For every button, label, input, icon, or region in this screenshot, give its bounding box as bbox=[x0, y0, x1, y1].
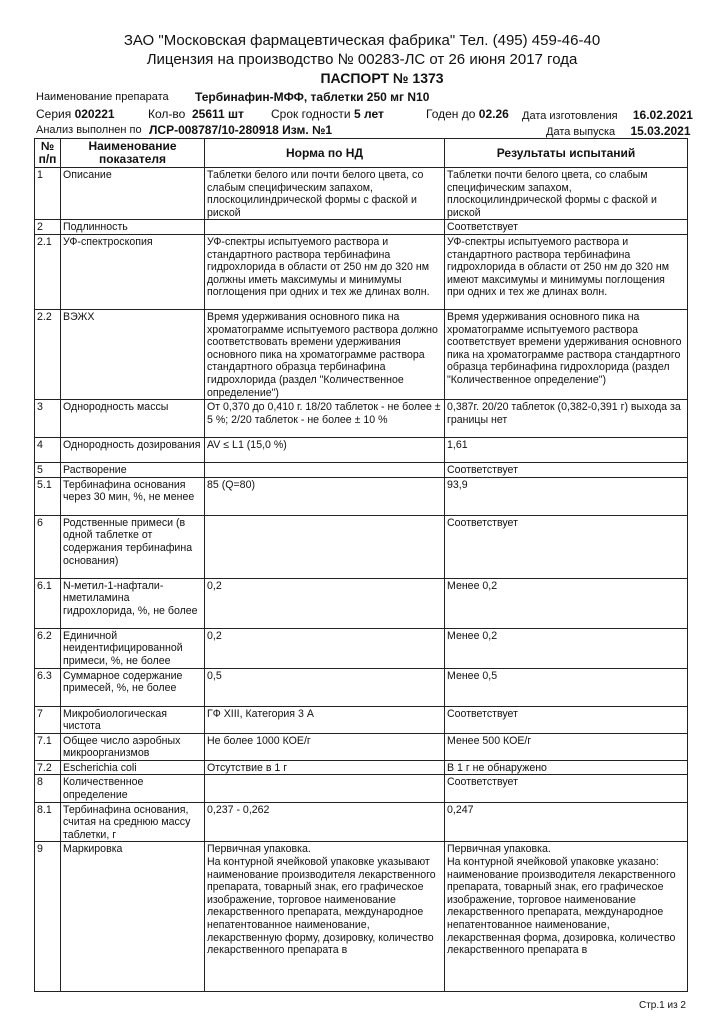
row-name: Единичной неидентифицированной примеси, %, не более bbox=[61, 628, 205, 668]
row-name: N-метил-1-нафтали-нметиламина гидрохлорида, %, не более bbox=[61, 578, 205, 628]
row-number: 6 bbox=[35, 515, 61, 578]
drug-label: Наименование препарата bbox=[36, 91, 169, 103]
table-row bbox=[35, 760, 688, 775]
row-result: Соответствует bbox=[445, 775, 688, 802]
row-name: Описание bbox=[61, 168, 205, 220]
row-number: 7.1 bbox=[35, 733, 61, 760]
row-result: Соответствует bbox=[445, 220, 688, 235]
col-header-name: Наименование показателя bbox=[61, 139, 205, 168]
row-number: 1 bbox=[35, 168, 61, 220]
row-name: ВЭЖХ bbox=[61, 309, 205, 399]
row-name: Растворение bbox=[61, 463, 205, 478]
table-row bbox=[35, 400, 688, 438]
table-row bbox=[35, 220, 688, 235]
row-result: Менее 0,2 bbox=[445, 628, 688, 668]
row-number: 2.2 bbox=[35, 309, 61, 399]
row-norm: ГФ XIII, Категория 3 А bbox=[205, 706, 445, 733]
table-row bbox=[35, 775, 688, 802]
row-norm: 0,2 bbox=[205, 628, 445, 668]
row-norm: 85 (Q=80) bbox=[205, 477, 445, 515]
col-header-result: Результаты испытаний bbox=[445, 139, 688, 168]
table-row bbox=[35, 463, 688, 478]
row-number: 6.3 bbox=[35, 668, 61, 706]
manufacture-date: Дата изготовления 16.02.2021 bbox=[522, 108, 693, 122]
row-norm: 0,237 - 0,262 bbox=[205, 802, 445, 842]
row-norm: 0,2 bbox=[205, 578, 445, 628]
row-number: 5.1 bbox=[35, 477, 61, 515]
table-row bbox=[35, 668, 688, 706]
quantity: Кол-во 25611 шт bbox=[148, 107, 244, 121]
row-number: 7.2 bbox=[35, 760, 61, 775]
row-number: 7 bbox=[35, 706, 61, 733]
table-row bbox=[35, 842, 688, 992]
row-result: 1,61 bbox=[445, 438, 688, 463]
table-row bbox=[35, 438, 688, 463]
table-row bbox=[35, 234, 688, 309]
table-row bbox=[35, 802, 688, 842]
row-result: Таблетки почти белого цвета, со слабым специфическим запахом, плоскоцилиндрической формы с фаской и риской bbox=[445, 168, 688, 220]
row-result: Соответствует bbox=[445, 706, 688, 733]
row-name: Маркировка bbox=[61, 842, 205, 992]
table-row bbox=[35, 168, 688, 220]
row-result: Менее 0,2 bbox=[445, 578, 688, 628]
row-norm bbox=[205, 220, 445, 235]
row-number: 6.2 bbox=[35, 628, 61, 668]
row-norm: 0,5 bbox=[205, 668, 445, 706]
row-norm: УФ-спектры испытуемого раствора и стандартного раствора тербинафина гидрохлорида в области от 250 нм до 320 нм должны иметь максимумы и минимумы поглощения при одних и тех же длинах волн. bbox=[205, 234, 445, 309]
drug-value: Тербинафин-МФФ, таблетки 250 мг N10 bbox=[195, 90, 430, 104]
row-number: 2.1 bbox=[35, 234, 61, 309]
row-number: 5 bbox=[35, 463, 61, 478]
row-number: 8 bbox=[35, 775, 61, 802]
page-number: Стр.1 из 2 bbox=[639, 1000, 686, 1011]
row-result: Соответствует bbox=[445, 463, 688, 478]
company-header: ЗАО "Московская фармацевтическая фабрика" Тел. (495) 459-46-40 bbox=[123, 32, 601, 49]
row-result: Время удерживания основного пика на хроматограмме испытуемого раствора соответствует времени удерживания основного пика на хроматограмме раствора стандартного образца тербинафина гидрохлорида (раздел "Количественное определение") bbox=[445, 309, 688, 399]
row-norm bbox=[205, 515, 445, 578]
row-result: 0,387г. 20/20 таблеток (0,382-0,391 г) выхода за границы нет bbox=[445, 400, 688, 438]
row-name: Родственные примеси (в одной таблетке от содержания тербинафина основания) bbox=[61, 515, 205, 578]
row-name: Тербинафина основания через 30 мин, %, не менее bbox=[61, 477, 205, 515]
col-header-norm: Норма по НД bbox=[205, 139, 445, 168]
series: Серия 020221 bbox=[36, 107, 115, 121]
row-result: 0,247 bbox=[445, 802, 688, 842]
row-name: Подлинность bbox=[61, 220, 205, 235]
analysis-label: Анализ выполнен по bbox=[36, 124, 142, 136]
table-row bbox=[35, 706, 688, 733]
row-norm bbox=[205, 775, 445, 802]
table-row bbox=[35, 309, 688, 399]
analysis-value: ЛСР-008787/10-280918 Изм. №1 bbox=[149, 123, 333, 137]
row-result: Соответствует bbox=[445, 515, 688, 578]
license-line: Лицензия на производство № 00283-ЛС от 26 июня 2017 года bbox=[146, 51, 578, 68]
row-name: Однородность дозирования bbox=[61, 438, 205, 463]
row-result: 93,9 bbox=[445, 477, 688, 515]
col-header-number: № п/п bbox=[35, 139, 61, 168]
row-result: Первичная упаковка. На контурной ячейковой упаковке указано: наименование производителя лекарственного препарата, товарный знак, его графическое изображение, торговое наименование лекарственного препарата, международное непатентованное наименование, лекарственная форма, дозировка, количество лекарственного препарата в bbox=[445, 842, 688, 992]
table-row bbox=[35, 628, 688, 668]
table-row bbox=[35, 515, 688, 578]
row-norm: AV ≤ L1 (15,0 %) bbox=[205, 438, 445, 463]
release-date: Дата выпуска 15.03.2021 bbox=[546, 124, 691, 138]
row-norm: Отсутствие в 1 г bbox=[205, 760, 445, 775]
row-name: Количественное определение bbox=[61, 775, 205, 802]
row-number: 9 bbox=[35, 842, 61, 992]
row-number: 2 bbox=[35, 220, 61, 235]
table-row bbox=[35, 477, 688, 515]
row-name: Однородность массы bbox=[61, 400, 205, 438]
row-name: Тербинафина основания, считая на среднюю массу таблетки, г bbox=[61, 802, 205, 842]
passport-title: ПАСПОРТ № 1373 bbox=[320, 70, 444, 86]
row-name: Escherichia coli bbox=[61, 760, 205, 775]
table-row bbox=[35, 733, 688, 760]
row-number: 4 bbox=[35, 438, 61, 463]
row-name: УФ-спектроскопия bbox=[61, 234, 205, 309]
row-norm: От 0,370 до 0,410 г. 18/20 таблеток - не более ± 5 %; 2/20 таблеток - не более ± 10 % bbox=[205, 400, 445, 438]
row-number: 6.1 bbox=[35, 578, 61, 628]
row-name: Суммарное содержание примесей, %, не более bbox=[61, 668, 205, 706]
table-row bbox=[35, 578, 688, 628]
row-result: УФ-спектры испытуемого раствора и стандартного раствора тербинафина гидрохлорида в области от 250 нм до 320 нм имеют максимумы и минимумы поглощения при одних и тех же длинах волн. bbox=[445, 234, 688, 309]
results-table bbox=[34, 138, 688, 992]
row-norm: Время удерживания основного пика на хроматограмме испытуемого раствора должно соответствовать времени удерживания основного пика на хроматограмме раствора стандартного образца тербинафина гидрохлорида (раздел "Количественное определение") bbox=[205, 309, 445, 399]
row-norm: Не более 1000 КОЕ/г bbox=[205, 733, 445, 760]
shelf-life: Срок годности 5 лет bbox=[271, 107, 384, 121]
row-result: В 1 г не обнаружено bbox=[445, 760, 688, 775]
row-name: Микробиологическая чистота bbox=[61, 706, 205, 733]
row-result: Менее 0,5 bbox=[445, 668, 688, 706]
row-name: Общее число аэробных микроорганизмов bbox=[61, 733, 205, 760]
row-norm: Таблетки белого или почти белого цвета, со слабым специфическим запахом, плоскоцилиндрической формы с фаской и риской bbox=[205, 168, 445, 220]
row-norm: Первичная упаковка. На контурной ячейковой упаковке указывают наименование производителя лекарственного препарата, товарный знак, его графическое изображение, торговое наименование лекарственного препарата, международное непатентованное наименование, лекарственную форму, дозировку, количество лекарственного препарата в bbox=[205, 842, 445, 992]
row-norm bbox=[205, 463, 445, 478]
row-number: 8.1 bbox=[35, 802, 61, 842]
row-number: 3 bbox=[35, 400, 61, 438]
valid-until: Годен до 02.26 bbox=[426, 107, 509, 121]
row-result: Менее 500 КОЕ/г bbox=[445, 733, 688, 760]
